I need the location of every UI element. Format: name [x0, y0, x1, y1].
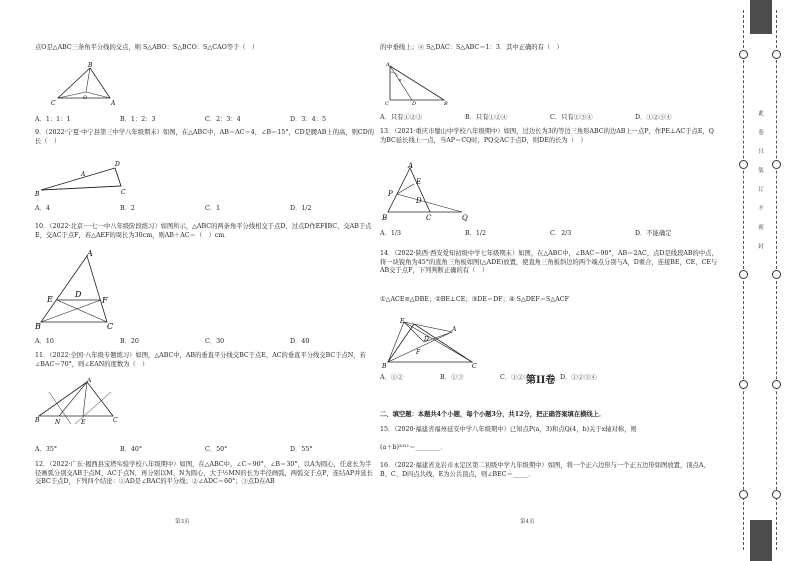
option-c[interactable]: C．50° — [205, 446, 228, 453]
q10-figure — [35, 250, 125, 330]
fig-label: B — [88, 62, 93, 69]
q16-text: 16．（2022·福建省龙岩市永定区第二初级中学九年级期中）如图，将一个正六边形与一个正五边形如图放置，顶点A、B、C、D四点共线，E为公共顶点，则∠BEC＝_____． — [380, 462, 710, 478]
page-left — [35, 0, 375, 561]
q14-options — [380, 374, 620, 383]
option-a[interactable]: A．1/3 — [380, 230, 401, 237]
binding-hole — [739, 270, 748, 279]
option-a[interactable]: A．35° — [35, 446, 58, 453]
fig-label: F — [416, 349, 421, 356]
binding-hole — [772, 270, 781, 279]
svg-text:A: A — [386, 62, 390, 68]
fig-label: E — [416, 178, 422, 186]
fig-label: B — [35, 322, 41, 330]
q9-text: 9．（2022·宁夏·中宁县第三中学八年级期末）如图，在△ABC中，AB＝AC＝4，∠B＝15°，CD是腰AB上的高，则CD的长（ ） — [35, 129, 375, 145]
q8-options — [35, 116, 375, 125]
fig-label: E — [47, 295, 53, 304]
fig-label: N — [55, 419, 61, 426]
q15-text: 15．（2020·福建省福州延安中学八年级期中）已知点P(a，3)和点Q(4，b)关于x轴对称，则 — [380, 426, 637, 433]
q14-figure — [380, 316, 480, 370]
fig-label: O — [83, 95, 88, 101]
option-b[interactable]: B．只有①②④ — [465, 114, 508, 121]
q14-text: 14．（2022·陕西·西安爱知初级中学七年级期末）如图，在△ABC中，∠BAC＝90°，AB＝2AC，点D是线段AB的中点，将一块锐角为45°的直角三角板如图(△ADE)放置，使直角三角板斜边的两个端点分别与A，D重合，连接BE，CE，CE与AB交于点F，下列判断正确的有（ ） — [380, 250, 718, 274]
option-c[interactable]: C．1 — [205, 205, 221, 212]
q12-options — [380, 114, 720, 123]
dark-block-top — [750, 0, 772, 34]
fig-label: P — [388, 190, 393, 198]
option-b[interactable]: B．1：2：3 — [120, 116, 156, 123]
fig-label: C — [472, 363, 477, 370]
fig-label: C — [426, 214, 432, 222]
fig-label: A — [408, 162, 414, 170]
section-title: 第II卷 — [526, 375, 556, 386]
binding-hole — [739, 490, 748, 499]
binding-hint: 此 卷 只 装 订 不 密 封 — [757, 110, 763, 253]
fig-label: A — [87, 250, 93, 258]
fig-label: E — [81, 419, 86, 426]
option-b[interactable]: B．20 — [120, 338, 139, 345]
option-d[interactable]: D．55° — [290, 446, 313, 453]
fig-label: Q — [462, 214, 468, 222]
fig-label: E — [400, 318, 405, 325]
option-d[interactable]: D．3：4：5 — [290, 116, 326, 123]
option-a[interactable]: A．4 — [35, 205, 50, 212]
fig-label: A — [87, 378, 92, 384]
dark-block-bottom — [750, 520, 772, 561]
fig-label: C — [121, 189, 126, 196]
fig-label: D — [424, 336, 429, 343]
option-b[interactable]: B．40° — [120, 446, 143, 453]
fig-label: D — [416, 197, 422, 205]
q13-figure — [382, 162, 472, 222]
option-c[interactable]: C．2/3 — [550, 230, 572, 237]
fig-label: C — [107, 322, 114, 330]
option-d[interactable]: D．40 — [290, 338, 310, 345]
option-b[interactable]: B．①③ — [440, 374, 464, 381]
binding-hole — [772, 490, 781, 499]
q12-text: 12．（2022·广东·揭西县宝塔实验学校八年级期中）如图，在△ABC中，∠C＝90°，∠B＝30°，以A为圆心，任意长为半径画弧分别交AB于点M、AC于点N，再分别以M、N为圆心，大于½MN的长为半径画弧，两弧交于点P，连结AP并延长交BC于点D，下列四个结论：①AD是∠BAC的平分线；②∠ADC＝60°；③点D在AB — [35, 461, 374, 485]
svg-text:B: B — [444, 101, 448, 106]
q10-text: 10．（2022·北京·一七一中八年级阶段练习）如图所示，△ABC的两条角平分线相交于点D，过点D作EF∥BC，交AB于点E，交AC于点F，若△AEF的周长为30cm，则AB＋AC＝（ ）cm． — [35, 223, 372, 239]
q13-options — [380, 230, 720, 239]
page-number: 第4页 — [520, 519, 535, 525]
option-a[interactable]: A．只有①②③ — [380, 114, 423, 121]
option-d[interactable]: D．①②③④ — [560, 374, 597, 381]
fig-label: C — [113, 417, 118, 424]
svg-text:C: C — [385, 101, 389, 106]
fig-label: B — [382, 363, 387, 370]
option-c[interactable]: C．30 — [205, 338, 225, 345]
option-c[interactable]: C．只有①③④ — [550, 114, 593, 121]
option-b[interactable]: B．2 — [120, 205, 135, 212]
fig-label: D — [75, 290, 82, 299]
binding-hole — [772, 50, 781, 59]
fig-label: D — [115, 161, 120, 168]
q8-figure — [50, 62, 120, 107]
q14-statements: ①△ACE≌△DBE；②BE⊥CE；③DE＝DF；④ S△DEF＝S△ACF — [380, 296, 569, 303]
binding-hole — [772, 160, 781, 169]
binding-line-inner — [776, 10, 777, 550]
q9-figure — [35, 156, 135, 198]
fig-label: A — [81, 171, 86, 178]
binding-hole — [739, 380, 748, 389]
fig-label: B — [382, 214, 388, 222]
q13-text: 13．（2021·重庆市璧山中学校八年级期中）如图，过边长为3的等边三角形ABC的边AB上一点P，作PE⊥AC于点E，Q为BC延长线上一点，当AP＝CQ时，PQ交AC于点D，则DE的长为（ ） — [380, 128, 714, 144]
q15-expression: (a＋b)²⁰²¹＝________． — [380, 444, 447, 451]
q8-text: 点O是△ABC三条角平分线的交点，则 S△ABO：S△BCO：S△CAO等于（ ） — [35, 44, 259, 51]
fig-label: F — [102, 296, 108, 305]
fig-label: B — [35, 417, 40, 424]
q11-options — [35, 446, 375, 455]
binding-line-outer — [743, 10, 744, 550]
page-right — [380, 0, 720, 561]
svg-text:D: D — [412, 101, 417, 106]
q9-options — [35, 205, 375, 214]
option-d[interactable]: D．①②③④ — [635, 114, 672, 121]
q11-figure — [35, 378, 120, 426]
option-a[interactable]: A．10 — [35, 338, 54, 345]
option-a[interactable]: A．1：1：1 — [35, 116, 71, 123]
option-c[interactable]: C．2：3：4 — [205, 116, 241, 123]
page-number: 第3页 — [175, 519, 190, 525]
q12-continued: 的中垂线上；④ S△DAC：S△ABC＝1：3．其中正确的有（ ） — [380, 44, 563, 51]
fig-label: B — [35, 191, 40, 198]
option-b[interactable]: B．1/2 — [465, 230, 487, 237]
option-a[interactable]: A．①② — [380, 374, 404, 381]
binding-hole — [772, 380, 781, 389]
q12-figure — [384, 58, 449, 106]
q11-text: 11．（2022·全国·八年级专题练习）如图，△ABC中，AB的垂直平分线交BC于点E，AC的垂直平分线交BC于点N，若∠BAC＝70°，则∠EAN的度数为（ ） — [35, 352, 366, 368]
binding-hole — [739, 160, 748, 169]
q10-options — [35, 338, 375, 347]
binding-strip — [728, 0, 794, 561]
option-c[interactable]: C．①②③ — [500, 374, 531, 381]
fill-in-heading: 二、填空题：本题共4个小题，每个小题3分，共12分，把正确答案填在横线上． — [380, 411, 606, 418]
binding-hole — [739, 50, 748, 59]
option-d[interactable]: D．不能确定 — [635, 230, 672, 237]
option-d[interactable]: D．1/2 — [290, 205, 312, 212]
fig-label: A — [452, 326, 457, 333]
fig-label: A — [111, 100, 116, 107]
fig-label: C — [51, 100, 56, 107]
